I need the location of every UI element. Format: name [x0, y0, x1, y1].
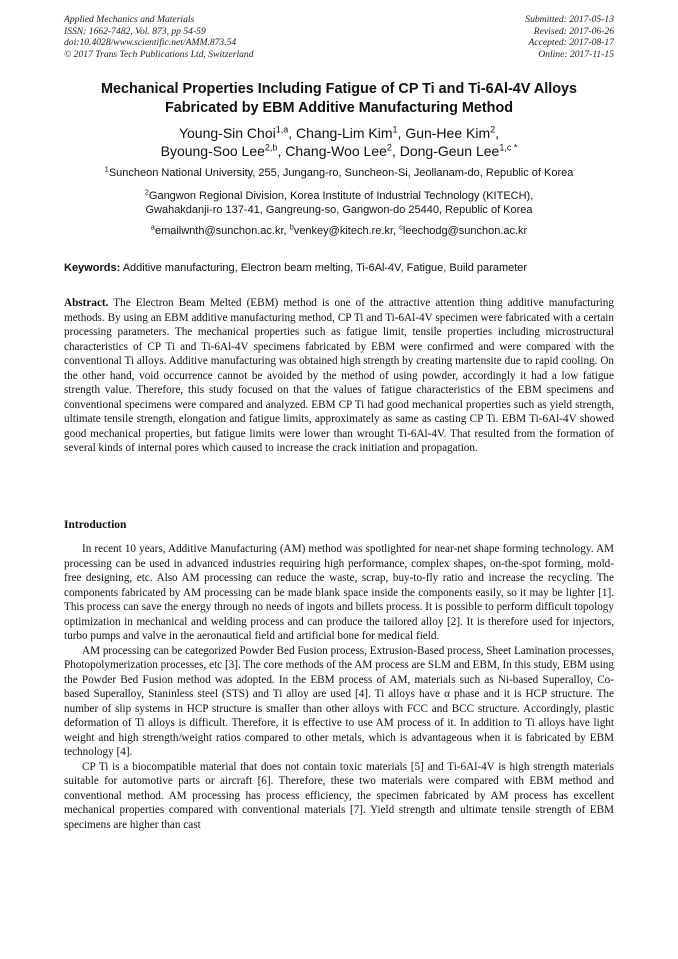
paragraph: In recent 10 years, Additive Manufacturing (AM) method was spotlighted for near-net shape forming technology. AM processing can be used in advanced industries requiring high performance, complex shapes, on-the-spot forming, mold-free designing, etc. Also AM processing can reduce the waste, scrap, buy-to-fly ratio and increase the recycling. The components fabricated by AM processing can be made blank space inside the components easily, so it may be lighter [1]. This process can save the energy through no needs of ingots and billets process. It is possible to perform difficult topology optimization in mechanical and welding process and can produce the tailored alloy [2]. It is therefore used for injectors, turbo pumps and valve in the aeronautical field and artificial bone for medical field.	[64, 543, 614, 642]
author-name: Byoung-Soo Lee	[160, 143, 265, 159]
paper-title	[60, 80, 618, 118]
journal-info	[64, 14, 254, 60]
affiliation-text: Gwahakdanji-ro 137-41, Gangreung-so, Gangwon-do 25440, Republic of Korea	[145, 204, 533, 216]
date-online: Online: 2017-11-15	[538, 48, 614, 60]
author-emails: $^a$emailwnth@sunchon.ac.kr, $^b$venkey@kitech.re.kr, $^c$leechodg@sunchon.ac.kr	[150, 222, 528, 237]
author-line-2: Byoung-Soo Lee$^{2,b}$, Chang-Woo Lee$^2$, Dong-Geun Lee$^{1,c *}$	[160, 142, 518, 159]
author-affiliation-mark: 1,c *	[499, 142, 518, 153]
journal-copyright: © 2017 Trans Tech Publications Ltd, Switzerland	[64, 48, 254, 60]
affiliation-1	[60, 166, 618, 180]
author-name: Young-Sin Choi	[178, 125, 276, 141]
keywords-text: Additive manufacturing, Electron beam melting, Ti-6Al-4V, Fatigue, Build parameter	[122, 262, 528, 274]
author-list	[60, 124, 618, 160]
keywords	[64, 261, 614, 275]
email-mark: b	[289, 222, 294, 232]
date-submitted: Submitted: 2017-05-13	[525, 14, 614, 25]
affiliation-mark: 2	[144, 187, 149, 197]
affiliation-text: Gangwon Regional Division, Korea Institute of Industrial Technology (KITECH),	[148, 190, 534, 202]
journal-name: Applied Mechanics and Materials	[64, 14, 195, 25]
paper-title-line-1: Mechanical Properties Including Fatigue of CP Ti and Ti-6Al-4V Alloys	[100, 81, 578, 97]
author-affiliation-mark: 2,b	[264, 142, 278, 153]
keywords-label: Keywords:	[64, 262, 121, 274]
author-affiliation-mark: 1,a	[275, 124, 289, 135]
affiliation-2	[60, 189, 618, 217]
paragraph: AM processing can be categorized Powder Bed Fusion process, Extrusion-Based process, Sheet Lamination processes, Photopolymerization processes, etc [3]. The core methods of the AM process are SLM and EBM, In this study, EBM using the Powder Bed Fusion method was adopted. In the EBM process of AM, materials such as Ni-based Superalloy, Co-based Superalloy, Staninless steel (STS) and Ti alloy are used [4]. Ti alloys have α phase and it is HCP structure. The number of slip systems in HCP structure is smaller than other alloys with FCC and BCC structure. Accordingly, plastic deformation of Ti alloys is difficult. Therefore, it is effective to use AM process of it. In addition to Ti alloys have light weight and high strength/weight ratios compared to other metals, which is advantageous when it is fabricated by EBM technology [4].	[64, 644, 614, 758]
section-heading-introduction: Introduction	[64, 519, 127, 531]
email-link[interactable]: venkey@kitech.re.kr	[293, 225, 394, 237]
email-link[interactable]: leechodg@sunchon.ac.kr	[402, 225, 528, 237]
affiliation-mark: 1	[104, 164, 109, 174]
journal-issn: ISSN: 1662-7482, Vol. 873, pp 54-59	[64, 25, 206, 37]
abstract-label: Abstract.	[64, 297, 109, 309]
author-name: Chang-Woo Lee	[285, 143, 387, 159]
abstract-text: The Electron Beam Melted (EBM) method is one of the attractive attention thing additive manufacturing methods. By using an EBM additive manufacturing method, CP Ti and Ti-6Al-4V specimen were fabricated with a certain processing parameters. The mechanical properties such as fatigue limit, tensile properties including microstructural characteristics of CP Ti and Ti-6Al-4V specimens fabricated by EBM were confirmed and were compared with the conventional Ti alloys. Additive manufacturing was obtained high strength by creating martensite due to rapid cooling. On the other hand, void occurrence cannot be avoided by the method of using powder, accordingly it had a low fatigue strength value. Therefore, this study focused on that the values of fatigue characteristics of the EBM specimens and conventional specimens were compared and analyzed. EBM CP Ti had good mechanical properties such as yield strength, ultimate tensile strength, elongation and fatigue limits, approximately as same as casting CP Ti. EBM Ti-6Al-4V showed good mechanical properties, but fatigue limits were lower than wrought Ti-6Al-4V. That resulted from the formation of several kinds of internal pores which caused to increase the crack initiation and propagation.	[64, 297, 614, 454]
paragraph: CP Ti is a biocompatible material that does not contain toxic materials [5] and Ti-6Al-4V is high strength materials suitable for automotive parts or aircraft [6]. Therefore, these two materials were compared with EBM method and conventional method. AM processing has process efficiency, the specimen fabricated by AM process has excellent mechanical properties compared with conventional materials [7]. Yield strength and ultimate tensile strength of EBM specimens are higher than cast	[64, 760, 614, 831]
author-affiliation-mark: 2	[386, 142, 392, 153]
email-link[interactable]: emailwnth@sunchon.ac.kr	[154, 225, 284, 237]
author-affiliation-mark: 2	[490, 124, 496, 135]
introduction-body	[64, 542, 614, 832]
email-mark: a	[150, 222, 155, 232]
author-name: Dong-Geun Lee	[399, 143, 500, 159]
paper-title-line-2: Fabricated by EBM Additive Manufacturing Method	[164, 100, 514, 116]
author-name: Chang-Lim Kim	[296, 125, 393, 141]
author-affiliation-mark: 1	[392, 124, 398, 135]
abstract	[64, 296, 614, 456]
date-revised: Revised: 2017-06-26	[533, 25, 614, 37]
journal-doi[interactable]: doi:10.4028/www.scientific.net/AMM.873.54	[64, 37, 237, 49]
affiliation-text: Suncheon National University, 255, Jungang-ro, Suncheon-Si, Jeollanam-do, Republic of Korea	[108, 167, 574, 179]
date-accepted: Accepted: 2017-08-17	[528, 37, 614, 49]
email-mark: c	[399, 222, 403, 232]
author-line-1: Young-Sin Choi$^{1,a}$, Chang-Lim Kim$^1$, Gun-Hee Kim$^2$,	[178, 124, 500, 141]
submission-dates	[525, 14, 614, 60]
author-name: Gun-Hee Kim	[405, 125, 491, 141]
